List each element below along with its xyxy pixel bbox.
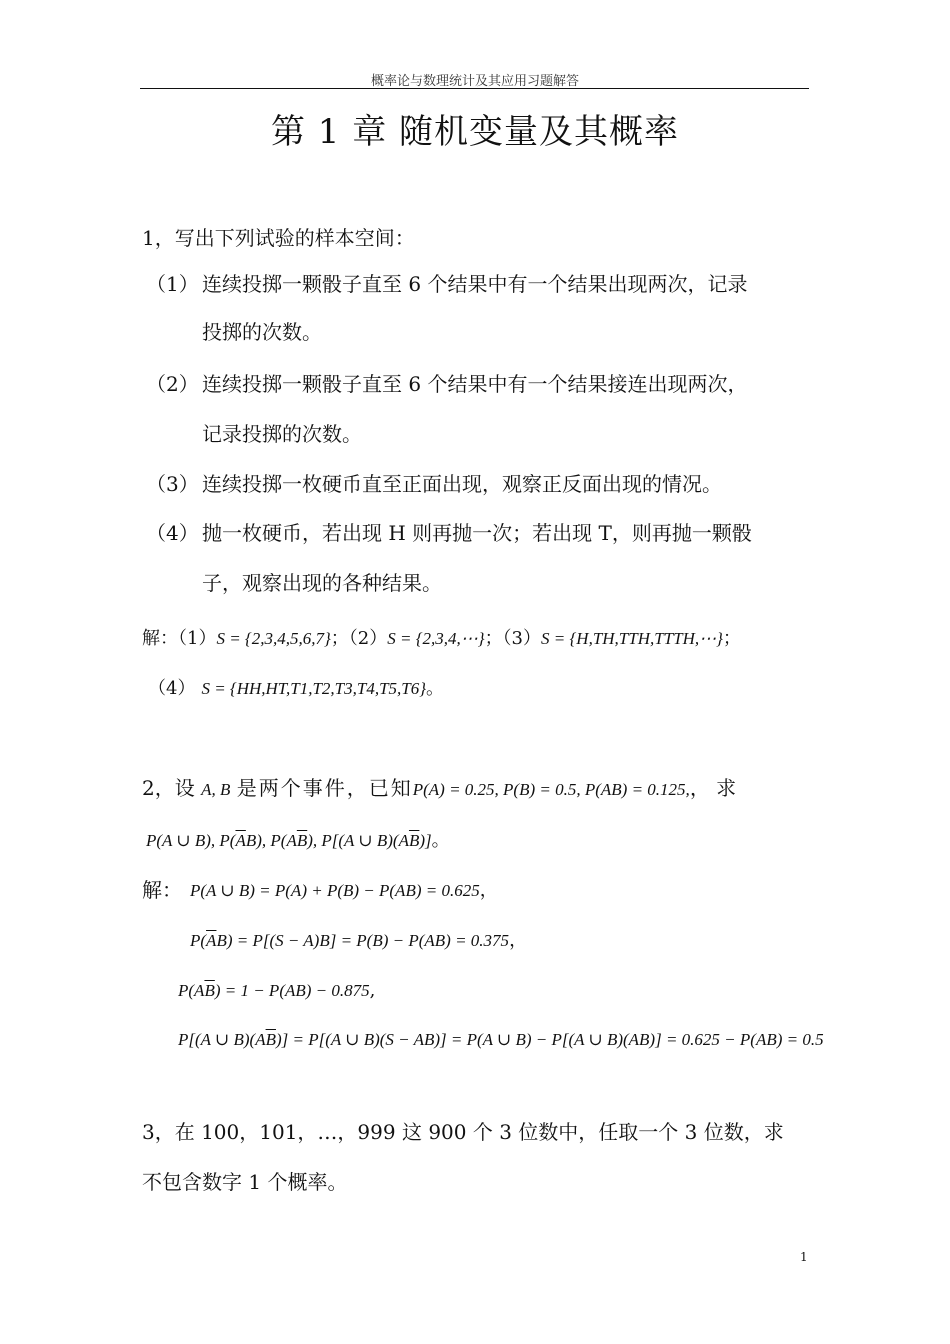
separator: ， (479, 880, 498, 901)
stem-text: ， 求 (689, 776, 737, 800)
problem-1-item-text: 记录投掷的次数。 (202, 422, 362, 446)
problem-2-stem (142, 772, 736, 801)
problem-1-item-text: 连续投掷一枚硬币直至正面出现，观察正反面出现的情况。 (202, 472, 722, 496)
separator: , (369, 980, 376, 1001)
problem-1-item-label: （4） (146, 521, 199, 545)
problem-1-solution-line (142, 624, 741, 650)
problem-2-find (146, 826, 450, 852)
sample-space-2: S = {2,3,4,⋯} (387, 629, 485, 648)
running-header: 概率论与数理统计及其应用习题解答 (370, 74, 579, 89)
separator: ；（3） (484, 628, 542, 649)
problem-1-item-label: （3） (146, 472, 199, 496)
math-text: P[(A ∪ B)(A (178, 1030, 266, 1049)
given-probabilities: P(A) = 0.25, P(B) = 0.5, P(AB) = 0.125, (412, 780, 690, 799)
problem-1-stem: 1，写出下列试验的样本空间： (142, 226, 415, 250)
page-number: 1 (800, 1250, 808, 1264)
math-text: ), P[(A ∪ B)(A (307, 831, 409, 850)
problem-1-solution-line (148, 674, 444, 700)
math-text: B), P(A (245, 831, 297, 850)
problem-3-text: 不包含数字 1 个概率。 (142, 1170, 348, 1194)
problem-1-item-text: 投掷的次数。 (202, 320, 322, 344)
solution-prefix: 解：（1） (142, 628, 217, 649)
math-complement: $\overline{A}$ (206, 931, 217, 950)
sample-space-4: S = {HH,HT,T1,T2,T3,T4,T5,T6} (201, 679, 427, 698)
problem-2-solution-line (178, 1030, 824, 1050)
math-complement: $\overline{B}$ (296, 831, 308, 850)
problem-1-item-label: （2） (146, 372, 199, 396)
events: A, B (201, 780, 231, 799)
sample-space-1: S = {2,3,4,5,6,7} (216, 629, 331, 648)
separator: 。 (426, 678, 445, 699)
math-text: P( (190, 931, 207, 950)
math-text: )] (419, 831, 432, 850)
problem-3-text: 3，在 100，101，…，999 这 900 个 3 位数中，任取一个 3 位数，求 (142, 1120, 784, 1144)
separator: ， (509, 930, 528, 951)
math-text: ) = 1 − P(AB) − 0.875 (214, 981, 370, 1000)
problem-2-solution-line (190, 876, 498, 902)
math-text: B) = P[(S − A)B] = P(B) − P(AB) = 0.375 (216, 931, 510, 950)
sample-space-3: S = {H,TH,TTH,TTTH,⋯} (541, 629, 723, 648)
solution-label: （4） (148, 678, 196, 699)
math-complement: $\overline{B}$ (408, 831, 420, 850)
math-complement: $\overline{B}$ (204, 981, 215, 1000)
separator: 。 (431, 830, 450, 851)
header-rule (140, 88, 809, 89)
problem-2-solution-line (190, 926, 527, 952)
problem-1-item-text: 连续投掷一颗骰子直至 6 个结果中有一个结果接连出现两次， (202, 372, 748, 396)
math-text: P(A ∪ B), P( (146, 831, 236, 850)
problem-1-item-text: 抛一枚硬币，若出现 H 则再抛一次；若出现 T，则再抛一颗骰 (202, 521, 752, 545)
separator: ；（2） (330, 628, 388, 649)
problem-2-solution-prefix: 解： (142, 878, 182, 902)
math-text: P(A ∪ B) = P(A) + P(B) − P(AB) = 0.625 (190, 881, 480, 900)
problem-1-item-text: 子，观察出现的各种结果。 (202, 571, 442, 595)
problem-2-solution-line (178, 980, 375, 1001)
math-text: )] = P[(A ∪ B)(S − AB)] = P(A ∪ B) − P[(A ∪ B)(AB)] = 0.625 − P(AB) = 0.5 (275, 1030, 824, 1049)
chapter-title: 第 1 章 随机变量及其概率 (270, 112, 680, 152)
math-text: P(A (178, 981, 205, 1000)
stem-text: 是两个事件，已知 (236, 776, 413, 800)
math-complement: $\overline{B}$ (265, 1030, 276, 1049)
problem-1-item-label: （1） (146, 272, 199, 296)
problem-1-item-text: 连续投掷一颗骰子直至 6 个结果中有一个结果出现两次，记录 (202, 272, 748, 296)
stem-text: 2，设 (142, 776, 195, 800)
math-complement: $\overline{A}$ (235, 831, 246, 850)
separator: ； (722, 628, 741, 649)
